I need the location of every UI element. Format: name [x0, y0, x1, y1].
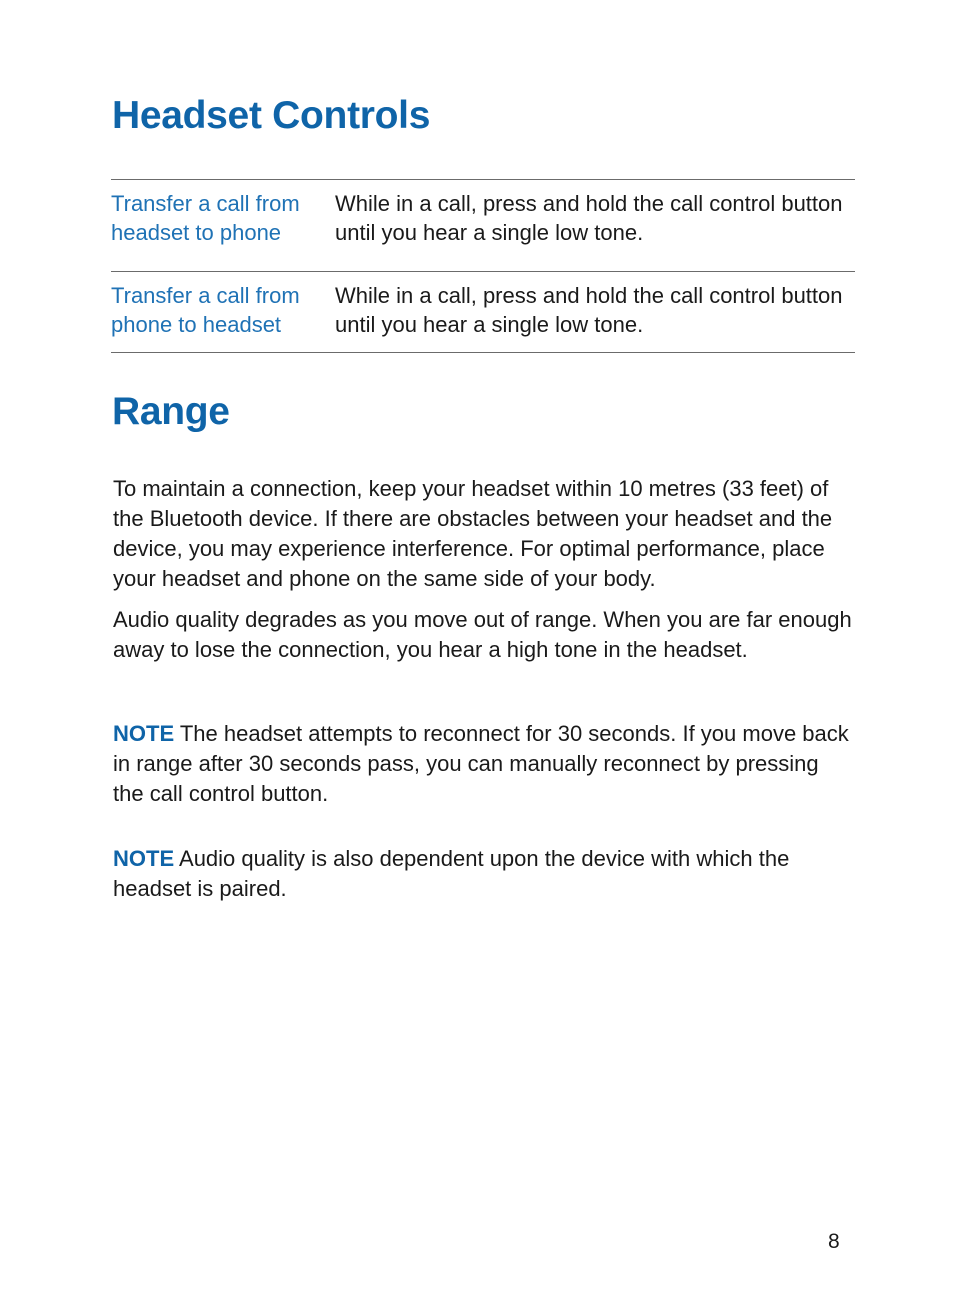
note-audio-quality: [113, 844, 855, 904]
range-paragraph: Audio quality degrades as you move out of range. When you are far enough away to lose the connection, you hear a high tone in the headset.: [113, 607, 852, 662]
table-row-divider: [111, 271, 855, 272]
note-text: Audio quality is also dependent upon the device with which the headset is paired.: [113, 846, 790, 901]
control-description: While in a call, press and hold the call control button until you hear a single low tone.: [335, 283, 843, 337]
table-bottom-divider: [111, 352, 855, 353]
table-top-divider: [111, 179, 855, 180]
control-label: Transfer a call from phone to headset: [111, 283, 300, 337]
range-title: Range: [112, 390, 230, 433]
note-text: The headset attempts to reconnect for 30 seconds. If you move back in range after 30 seconds pass, you can manually reconnect by pressing the call control button.: [113, 721, 849, 806]
range-paragraph: To maintain a connection, keep your headset within 10 metres (33 feet) of the Bluetooth device. If there are obstacles between your headset and the device, you may experience interference. For optimal performance, place your headset and phone on the same side of your body.: [113, 476, 833, 591]
page-number: 8: [828, 1230, 840, 1253]
headset-controls-title: Headset Controls: [112, 94, 431, 137]
control-label: Transfer a call from headset to phone: [111, 191, 300, 245]
note-label: NOTE: [113, 721, 175, 746]
note-label: NOTE: [113, 846, 175, 871]
note-reconnect: [113, 719, 855, 809]
control-description: While in a call, press and hold the call control button until you hear a single low tone.: [335, 191, 843, 245]
